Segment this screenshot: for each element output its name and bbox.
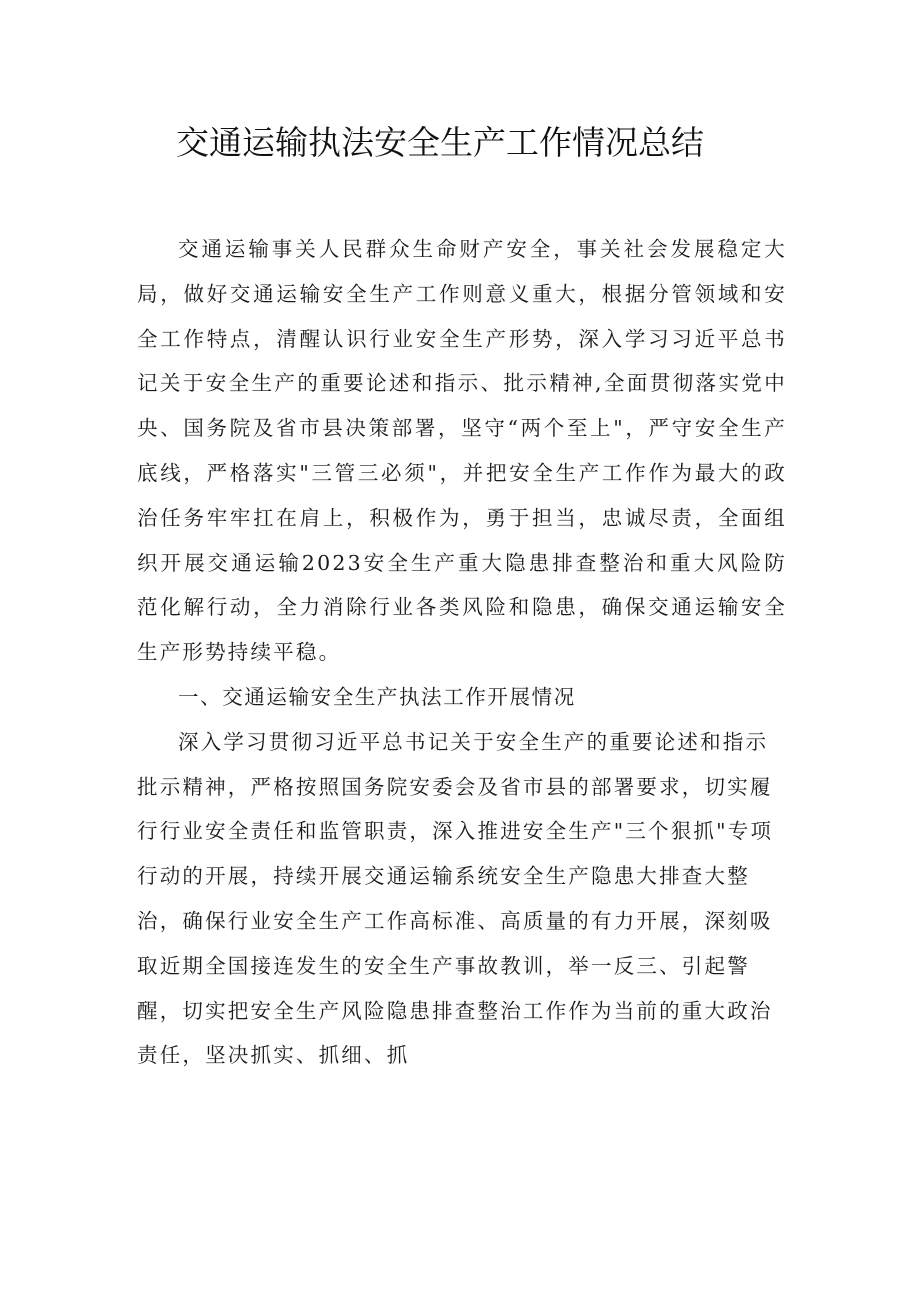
document-body — [137, 227, 787, 1078]
section-heading-1: 一、交通运输安全生产执法工作开展情况 — [178, 684, 576, 709]
paragraph-section-1: 深入学习贯彻习近平总书记关于安全生产的重要论述和指示批示精神，严格按照国务院安委会及省市县的部署要求，切实履行行业安全责任和监管职责，深入推进安全生产"三个狠抓"专项行动的开展，持续开展交通运输系统安全生产隐患大排查大整治，确保行业安全生产工作高标准、高质量的有力开展，深刻吸取近期全国接连发生的安全生产事故教训，举一反三、引起警醒，切实把安全生产风险隐患排查整治工作作为当前的重大政治责任，坚决抓实、抓细、抓 — [137, 729, 774, 1068]
document-title: 交通运输执法安全生产工作情况总结 — [176, 123, 704, 162]
paragraph-intro: 交通运输事关人民群众生命财产安全，事关社会发展稳定大局，做好交通运输安全生产工作则意义重大，根据分管领域和安全工作特点，清醒认识行业安全生产形势，深入学习习近平总书记关于安全生产的重要论述和指示、批示精神,全面贯彻落实党中央、国务院及省市县决策部署，坚守“两个至上"，严守安全生产底线，严格落实"三管三必须"，并把安全生产工作作为最大的政治任务牢牢扛在肩上，积极作为，勇于担当，忠诚尽责，全面组织开展交通运输2023安全生产重大隐患排查整治和重大风险防范化解行动，全力消除行业各类风险和隐患，确保交通运输安全生产形势持续平稳。 — [137, 237, 787, 665]
